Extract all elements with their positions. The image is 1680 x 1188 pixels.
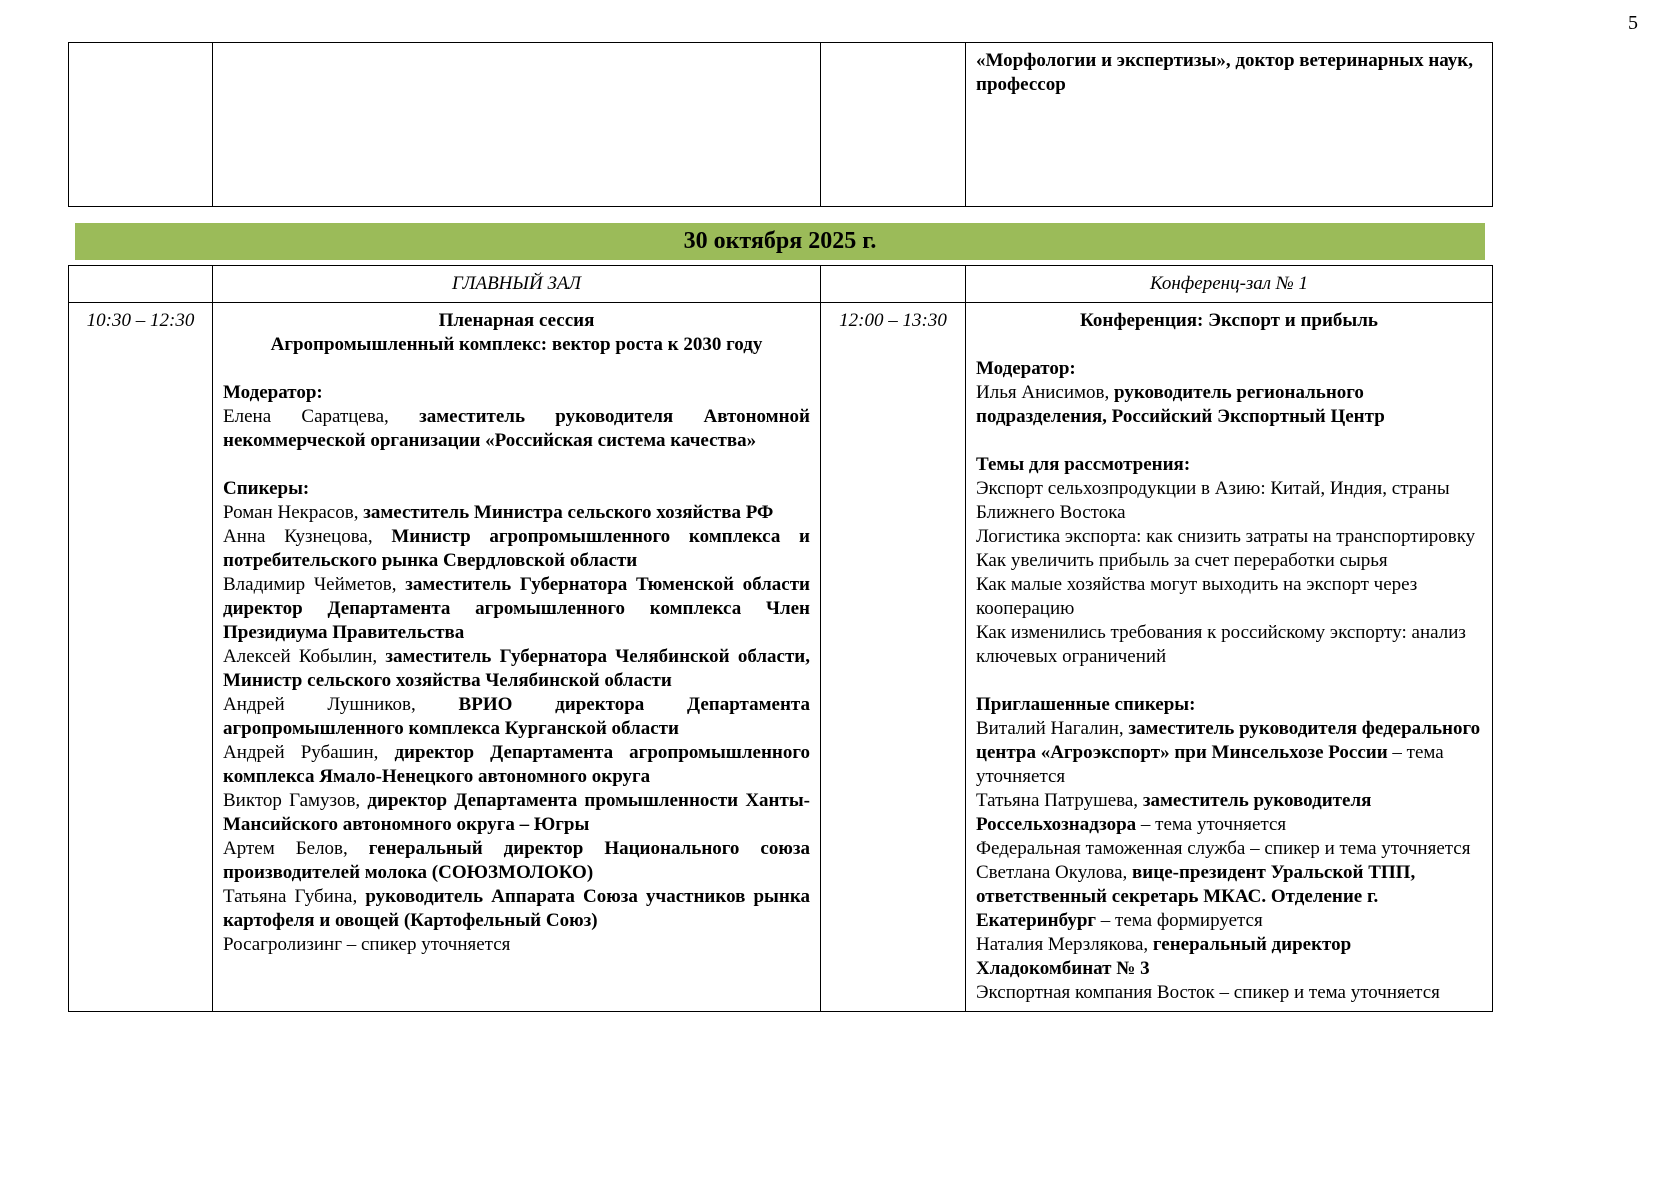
main-hall-header: ГЛАВНЫЙ ЗАЛ (213, 266, 821, 303)
moderator-label: Модератор: (223, 382, 323, 403)
invited-speaker-entry (976, 861, 1482, 933)
page-number: 5 (1628, 12, 1638, 34)
speaker-title: вице-президент Уральской ТПП, ответственный секретарь МКАС. Отделение г. Екатеринбург (976, 862, 1416, 931)
speaker-title: заместитель руководителя Россельхознадзора (976, 790, 1372, 835)
main-session-cell (213, 303, 821, 1012)
speaker-name: Татьяна Губина, (223, 886, 366, 907)
document-page (68, 42, 1492, 1012)
speaker-name: Росагролизинг – спикер уточняется (223, 934, 511, 955)
main-session-title-line2: Агропромышленный комплекс: вектор роста к 2030 году (270, 334, 763, 355)
topic-item: Как малые хозяйства могут выходить на экспорт через кооперацию (976, 574, 1418, 619)
speaker-title: заместитель Министра сельского хозяйства РФ (363, 502, 774, 523)
continuation-time2-cell-empty (821, 43, 966, 207)
topic-item: Экспорт сельхозпродукции в Азию: Китай, Индия, страны Ближнего Востока (976, 478, 1450, 523)
speaker-name: Федеральная таможенная служба – спикер и тема уточняется (976, 838, 1471, 859)
speakers-label: Спикеры: (223, 478, 310, 499)
continuation-text: «Морфологии и экспертизы», доктор ветеринарных наук, профессор (976, 50, 1473, 95)
hall1-session-time: 12:00 – 13:30 (821, 303, 966, 1012)
header-time2-cell-empty (821, 266, 966, 303)
speaker-entry (223, 741, 810, 789)
speaker-entry (223, 645, 810, 693)
speaker-title: ВРИО директора Департамента агропромышленного комплекса Курганской области (223, 694, 810, 739)
speaker-note: – тема уточняется (976, 742, 1444, 787)
speaker-title: заместитель Губернатора Тюменской области директор Департамента агромышленного комплекса Член Президиума Правительства (223, 574, 810, 643)
invited-speaker-entry (976, 837, 1482, 861)
speaker-name: Виктор Гамузов, (223, 790, 368, 811)
moderator-entry (223, 405, 810, 453)
hall1-session-title: Конференция: Экспорт и прибыль (1080, 310, 1378, 331)
topics-label: Темы для рассмотрения: (976, 454, 1191, 475)
speaker-title: генеральный директор Хладокомбинат № 3 (976, 934, 1352, 979)
moderator-title: заместитель руководителя Автономной некоммерческой организации «Российская система качества» (223, 406, 810, 451)
speaker-name: Алексей Кобылин, (223, 646, 386, 667)
topic-item: Как изменились требования к российскому экспорту: анализ ключевых ограничений (976, 622, 1466, 667)
invited-speaker-entry (976, 789, 1482, 837)
speaker-entry (223, 837, 810, 885)
hall1-header: Конференц-зал № 1 (966, 266, 1493, 303)
speaker-name: Татьяна Патрушева, (976, 790, 1143, 811)
main-session-title-line1: Пленарная сессия (438, 310, 595, 331)
continuation-hall1-cell (966, 43, 1493, 207)
header-time-cell-empty (69, 266, 213, 303)
speaker-entry (223, 933, 810, 957)
speaker-name: Владимир Чейметов, (223, 574, 406, 595)
speaker-title: генеральный директор Национального союза производителей молока (СОЮЗМОЛОКО) (223, 838, 811, 883)
speaker-name: Андрей Лушников, (223, 694, 459, 715)
invited-speaker-entry (976, 981, 1482, 1005)
session-row (69, 303, 1493, 1012)
continuation-main-hall-cell-empty (213, 43, 821, 207)
speaker-name: Светлана Окулова, (976, 862, 1133, 883)
program-table-top (68, 42, 1493, 207)
speaker-name: Роман Некрасов, (223, 502, 364, 523)
speaker-entry (223, 525, 810, 573)
speaker-name: Артем Белов, (223, 838, 369, 859)
speaker-entry (223, 693, 810, 741)
speaker-name: Экспортная компания Восток – спикер и тема уточняется (976, 982, 1440, 1003)
continuation-time-cell-empty (69, 43, 213, 207)
speaker-title: руководитель Аппарата Союза участников рынка картофеля и овощей (Картофельный Союз) (223, 886, 810, 931)
continuation-row (69, 43, 1493, 207)
speaker-title: Министр агропромышленного комплекса и потребительского рынка Свердловской области (223, 526, 810, 571)
speaker-title: заместитель руководителя федерального центра «Агроэкспорт» при Минсельхозе России (976, 718, 1481, 763)
main-session-time: 10:30 – 12:30 (69, 303, 213, 1012)
speaker-entry (223, 885, 810, 933)
moderator-title: руководитель регионального подразделения, Российский Экспортный Центр (976, 382, 1385, 427)
speaker-entry (223, 789, 810, 837)
topic-item: Как увеличить прибыль за счет переработки сырья (976, 550, 1388, 571)
speaker-name: Виталий Нагалин, (976, 718, 1129, 739)
hall1-moderator-label: Модератор: (976, 358, 1076, 379)
program-table-main (68, 265, 1493, 1012)
speaker-title: директор Департамента агропромышленного комплекса Ямало-Ненецкого автономного округа (223, 742, 810, 787)
moderator-name: Елена Саратцева, (223, 406, 420, 427)
date-banner: 30 октября 2025 г. (75, 223, 1485, 260)
speaker-note: – тема формируется (1096, 910, 1263, 931)
invited-speakers-label: Приглашенные спикеры: (976, 694, 1196, 715)
speaker-title: заместитель Губернатора Челябинской области, Министр сельского хозяйства Челябинской области (223, 646, 811, 691)
speaker-entry (223, 573, 810, 645)
moderator-name: Илья Анисимов, (976, 382, 1115, 403)
invited-speaker-entry (976, 933, 1482, 981)
main-session-title (223, 309, 810, 357)
topic-item: Логистика экспорта: как снизить затраты на транспортировку (976, 526, 1476, 547)
speaker-title: директор Департамента промышленности Ханты-Мансийского автономного округа – Югры (223, 790, 810, 835)
invited-speaker-entry (976, 717, 1482, 789)
speaker-entry (223, 501, 810, 525)
speaker-name: Андрей Рубашин, (223, 742, 395, 763)
speaker-note: – тема уточняется (1136, 814, 1287, 835)
speaker-name: Анна Кузнецова, (223, 526, 392, 547)
hall1-moderator-entry (976, 381, 1482, 429)
speaker-name: Наталия Мерзлякова, (976, 934, 1153, 955)
hall-header-row (69, 266, 1493, 303)
hall1-session-cell (966, 303, 1493, 1012)
